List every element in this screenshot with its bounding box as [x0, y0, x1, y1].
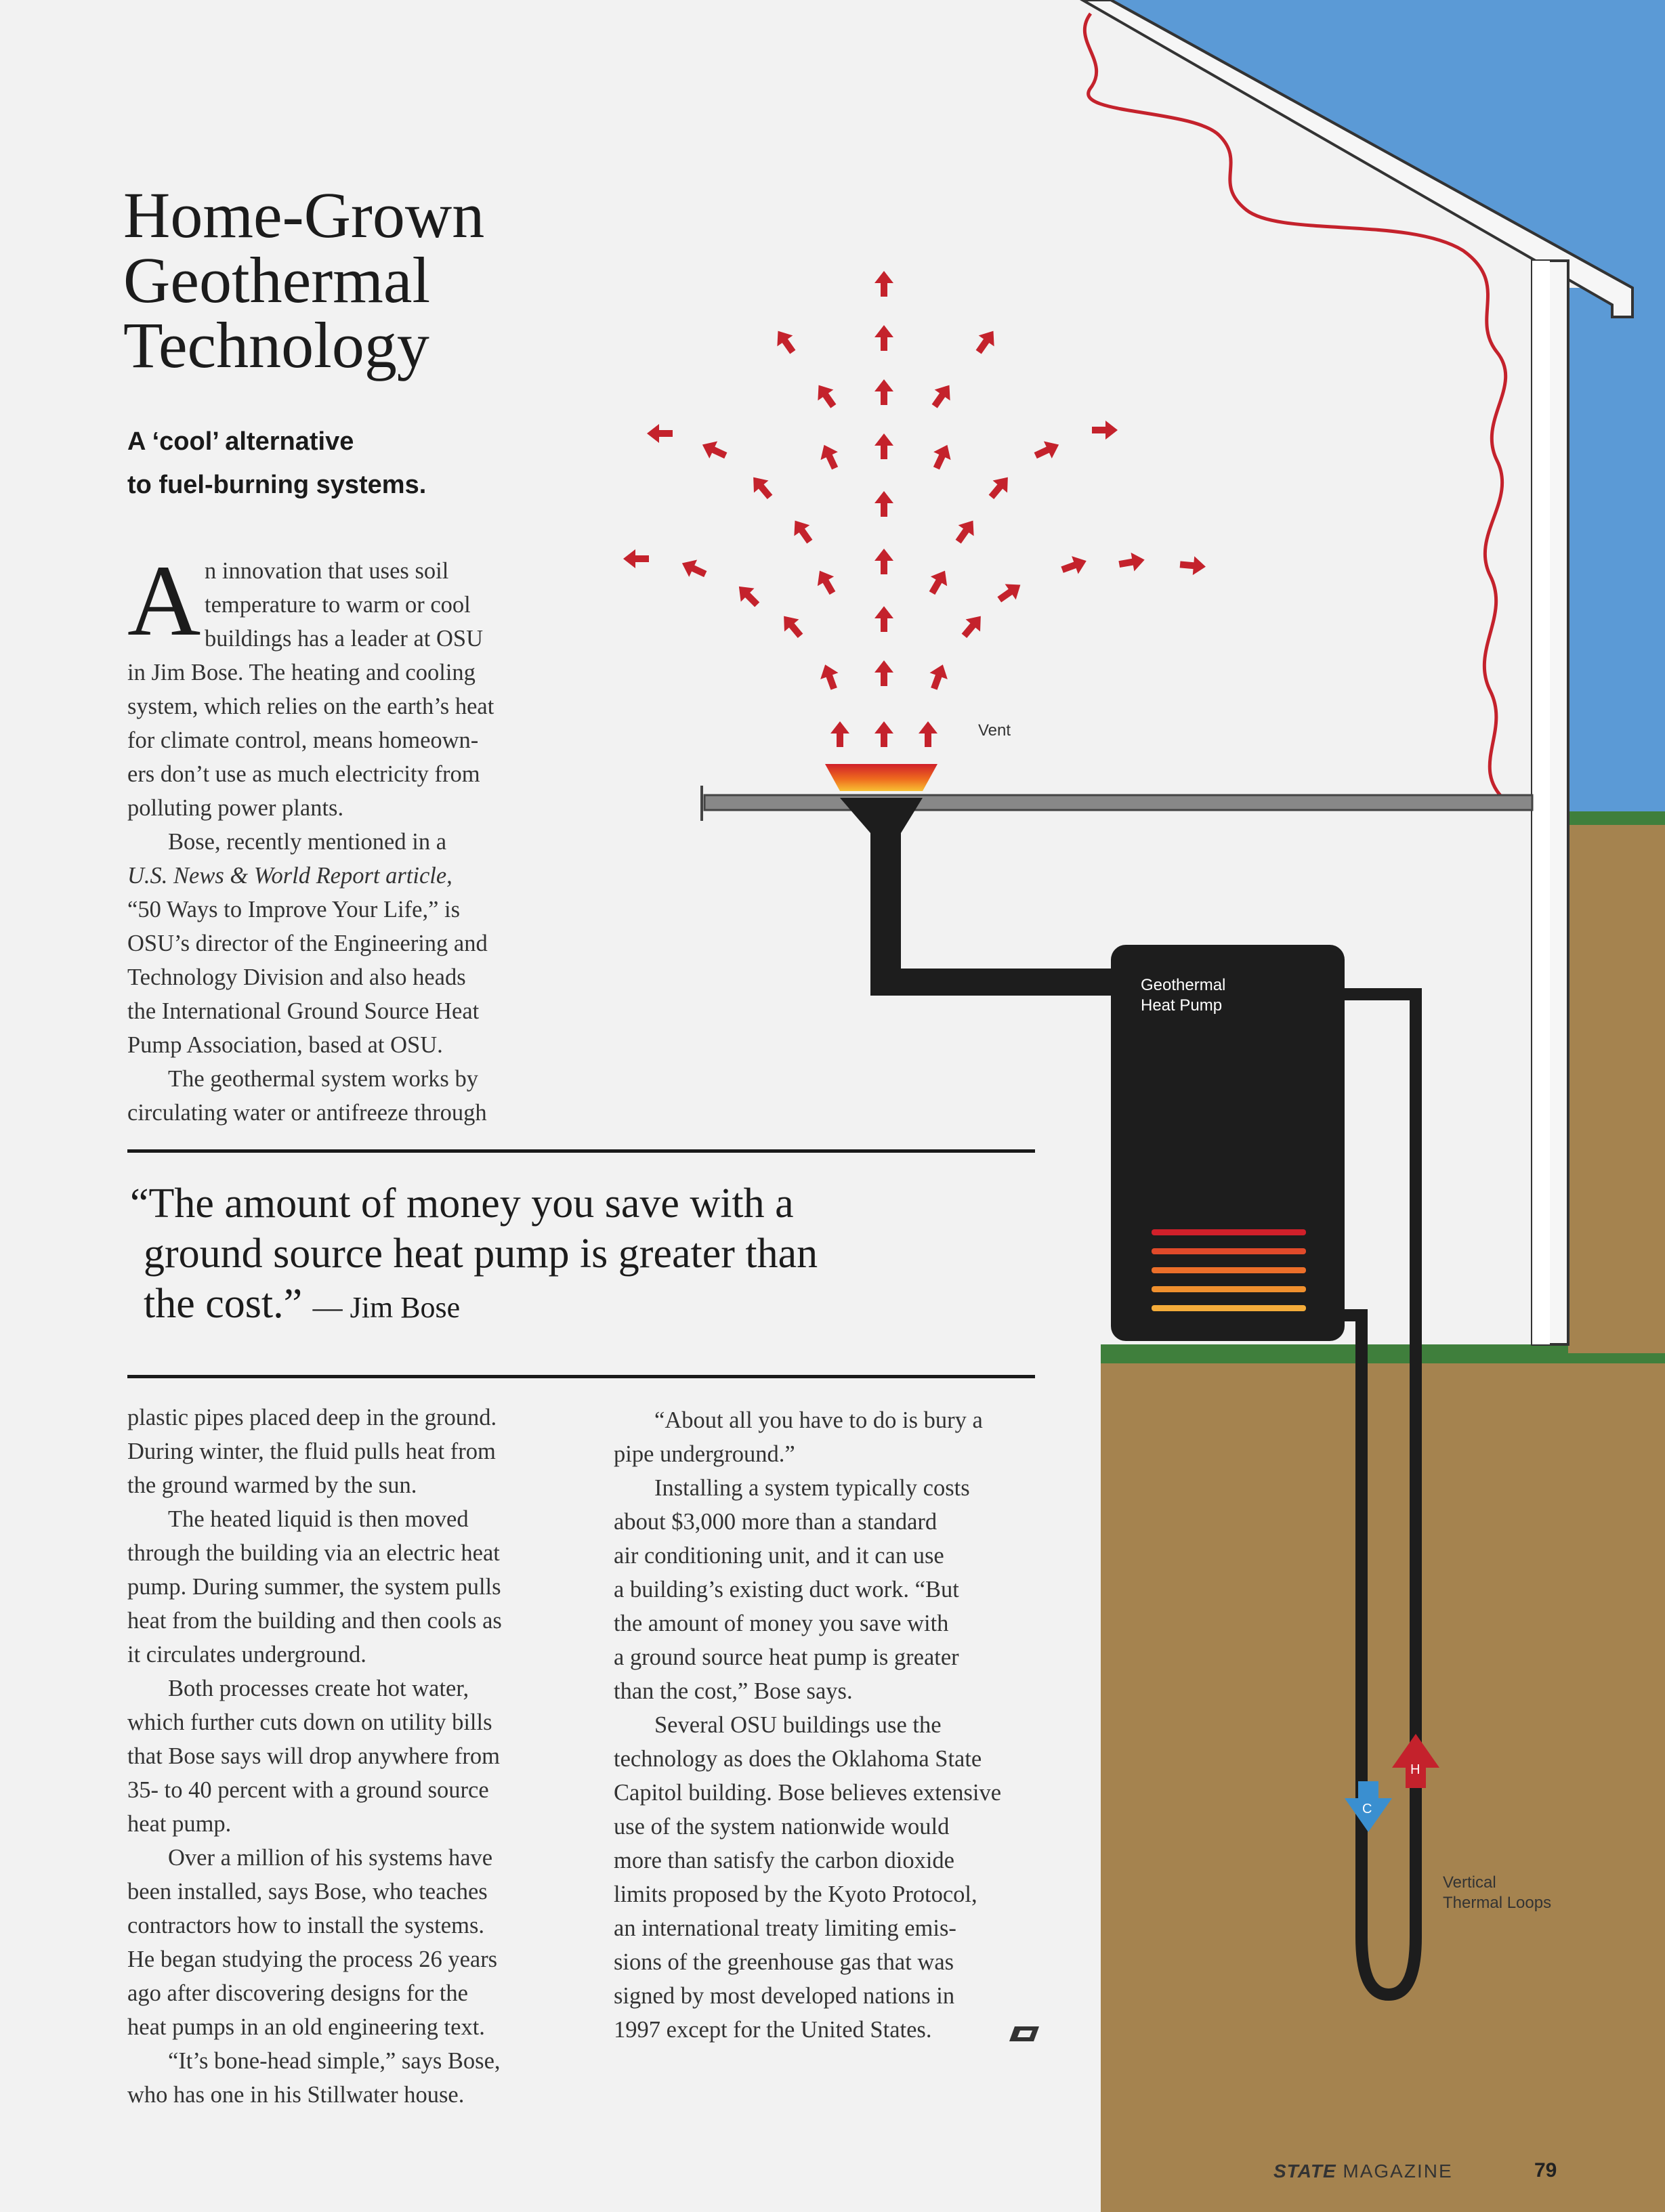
airflow-arrow-icon — [647, 424, 673, 443]
column1-bottom-text — [127, 1401, 502, 2112]
title-line: Technology — [123, 309, 429, 381]
text-line: Pump Association, based at OSU. — [127, 1032, 443, 1058]
text-line: Bose, recently mentioned in a — [168, 829, 447, 855]
pump-label-line: Geothermal — [1141, 976, 1226, 994]
airflow-arrow-icon — [732, 580, 764, 612]
text-line: than the cost,” Bose says. — [614, 1678, 853, 1704]
text-line: ers don’t use as much electricity from — [127, 761, 480, 787]
airflow-arrow-icon — [623, 549, 649, 568]
article-title — [123, 179, 597, 381]
end-mark-icon — [1009, 2026, 1039, 2041]
text-line: for climate control, means homeown- — [127, 727, 479, 753]
airflow-arrow-icon — [874, 271, 893, 297]
airflow-arrow-icon — [1092, 421, 1118, 440]
airflow-arrow-icon — [994, 577, 1026, 608]
text-line: heat pumps in an old engineering text. — [127, 2014, 485, 2040]
deck-line: A ‘cool’ alternative — [127, 427, 354, 456]
text-line: temperature to warm or cool — [205, 592, 471, 618]
airflow-arrows — [623, 271, 1206, 747]
text-line: Both processes create hot water, — [168, 1676, 469, 1701]
airflow-arrow-icon — [919, 721, 937, 747]
text-line: sions of the greenhouse gas that was — [614, 1949, 954, 1975]
text-line: the ground warmed by the sun. — [127, 1472, 417, 1498]
text-line: ago after discovering designs for the — [127, 1980, 468, 2006]
airflow-arrow-icon — [925, 661, 952, 692]
quote-attribution: — Jim Bose — [312, 1291, 461, 1324]
airflow-arrow-icon — [811, 380, 841, 412]
text-line: plastic pipes placed deep in the ground. — [127, 1405, 497, 1430]
house-wall-inner — [1532, 261, 1550, 1344]
title-line: Geothermal — [123, 244, 431, 316]
text-line: He began studying the process 26 years — [127, 1947, 498, 1972]
airflow-arrow-icon — [950, 515, 981, 547]
airflow-arrow-icon — [830, 721, 849, 747]
text-line: technology as does the Oklahoma State — [614, 1746, 982, 1772]
vent-label: Vent — [978, 721, 1011, 740]
drop-cap: A — [127, 545, 201, 657]
text-line: U.S. News & World Report article, — [127, 863, 452, 889]
text-line: Several OSU buildings use the — [654, 1712, 942, 1738]
airflow-arrow-icon — [957, 610, 988, 642]
text-line: circulating water or antifreeze through — [127, 1100, 487, 1126]
text-line: Over a million of his systems have — [168, 1845, 493, 1871]
airflow-arrow-icon — [1179, 555, 1206, 576]
intro-text — [205, 554, 483, 656]
title-line: Home-Grown — [123, 179, 485, 251]
loops-label — [1443, 1873, 1551, 1913]
airflow-arrow-icon — [816, 441, 843, 472]
article-deck — [127, 420, 602, 507]
text-line: pipe underground.” — [614, 1441, 795, 1467]
text-line: an international treaty limiting emis- — [614, 1915, 956, 1941]
pull-quote-top-rule — [127, 1149, 1035, 1153]
airflow-arrow-icon — [924, 566, 953, 598]
quote-line-text: the cost.” — [144, 1281, 303, 1327]
text-line: the amount of money you save with — [614, 1611, 949, 1636]
loops-label-line: Vertical — [1443, 1873, 1496, 1892]
airflow-arrow-icon — [787, 515, 818, 547]
text-line: The heated liquid is then moved — [168, 1506, 469, 1532]
text-line: “About all you have to do is bury a — [654, 1407, 983, 1433]
pump-label — [1141, 975, 1225, 1016]
text-line: more than satisfy the carbon dioxide — [614, 1848, 954, 1873]
airflow-arrow-icon — [874, 606, 893, 632]
airflow-arrow-icon — [927, 380, 957, 412]
airflow-arrow-icon — [874, 721, 893, 747]
text-line: 35- to 40 percent with a ground source — [127, 1777, 489, 1803]
airflow-arrow-icon — [928, 441, 956, 472]
floor — [704, 795, 1532, 810]
text-line: been installed, says Bose, who teaches — [127, 1879, 488, 1905]
text-line: Capitol building. Bose believes extensive — [614, 1780, 1002, 1806]
airflow-arrow-icon — [874, 325, 893, 351]
text-line: “It’s bone-head simple,” says Bose, — [168, 2048, 501, 2074]
airflow-arrow-icon — [812, 566, 841, 598]
text-line: n innovation that uses soil — [205, 558, 449, 584]
text-line: a ground source heat pump is greater — [614, 1644, 959, 1670]
airflow-arrow-icon — [1032, 436, 1063, 464]
text-line: about $3,000 more than a standard — [614, 1509, 937, 1535]
airflow-arrow-icon — [874, 433, 893, 459]
pump-label-line: Heat Pump — [1141, 996, 1223, 1015]
airflow-arrow-icon — [874, 379, 893, 405]
soil-right — [1568, 825, 1665, 1353]
text-line: heat pump. — [127, 1811, 232, 1837]
text-line: limits proposed by the Kyoto Protocol, — [614, 1881, 977, 1907]
text-line: in Jim Bose. The heating and cooling — [127, 660, 476, 685]
airflow-arrow-icon — [874, 549, 893, 574]
text-line: who has one in his Stillwater house. — [127, 2082, 465, 2108]
text-line: the International Ground Source Heat — [127, 998, 480, 1024]
airflow-arrow-icon — [678, 555, 709, 582]
page-number: 79 — [1534, 2159, 1557, 2182]
loops-label-line: Thermal Loops — [1443, 1894, 1552, 1912]
text-line: 1997 except for the United States. — [614, 2017, 932, 2043]
cold-label: C — [1362, 1802, 1372, 1816]
text-line: it circulates underground. — [127, 1642, 366, 1667]
text-line: use of the system nationwide would — [614, 1814, 950, 1839]
airflow-arrow-icon — [984, 471, 1015, 503]
pull-quote — [130, 1178, 1024, 1333]
magazine-name — [1273, 2161, 1453, 2182]
text-line: which further cuts down on utility bills — [127, 1709, 492, 1735]
deck-line: to fuel-burning systems. — [127, 471, 427, 499]
text-line: air conditioning unit, and it can use — [614, 1543, 944, 1569]
text-line: polluting power plants. — [127, 795, 344, 821]
text-line: contractors how to install the systems. — [127, 1913, 485, 1938]
airflow-arrow-icon — [816, 661, 843, 692]
duct — [840, 798, 1124, 996]
text-line: buildings has a leader at OSU — [205, 626, 484, 652]
airflow-arrow-icon — [1118, 551, 1146, 574]
text-line: that Bose says will drop anywhere from — [127, 1743, 500, 1769]
quote-line: ground source heat pump is greater than — [144, 1231, 818, 1277]
text-line: signed by most developed nations in — [614, 1983, 955, 2009]
airflow-arrow-icon — [776, 610, 807, 642]
airflow-arrow-icon — [874, 491, 893, 517]
text-line: pump. During summer, the system pulls — [127, 1574, 501, 1600]
airflow-arrow-icon — [971, 326, 1001, 358]
column2-text — [614, 1403, 1001, 2047]
quote-line: “The amount of money you save with a — [130, 1181, 794, 1227]
text-line: The geothermal system works by — [168, 1066, 478, 1092]
pull-quote-bottom-rule — [127, 1375, 1035, 1378]
quote-line — [144, 1279, 1024, 1333]
text-line: Technology Division and also heads — [127, 964, 466, 990]
text-line: through the building via an electric heat — [127, 1540, 500, 1566]
airflow-arrow-icon — [1059, 552, 1089, 578]
text-line: During winter, the fluid pulls heat from — [127, 1439, 496, 1464]
text-line: OSU’s director of the Engineering and — [127, 931, 488, 956]
text-line: system, which relies on the earth’s heat — [127, 694, 494, 719]
text-line: “50 Ways to Improve Your Life,” is — [127, 897, 461, 922]
airflow-arrow-icon — [746, 471, 777, 503]
magazine-brand: STATE — [1273, 2161, 1336, 2182]
text-line: Installing a system typically costs — [654, 1475, 970, 1501]
hot-label: H — [1410, 1762, 1420, 1777]
grass-right — [1568, 811, 1665, 825]
airflow-arrow-icon — [698, 436, 730, 464]
text-line: a building’s existing duct work. “But — [614, 1577, 959, 1602]
vent — [825, 764, 937, 791]
column1-top-text — [127, 656, 494, 1130]
magazine-word: MAGAZINE — [1343, 2161, 1453, 2182]
text-line: heat from the building and then cools as — [127, 1608, 502, 1634]
soil — [1101, 1344, 1665, 2212]
airflow-arrow-icon — [770, 326, 801, 358]
airflow-arrow-icon — [874, 660, 893, 686]
